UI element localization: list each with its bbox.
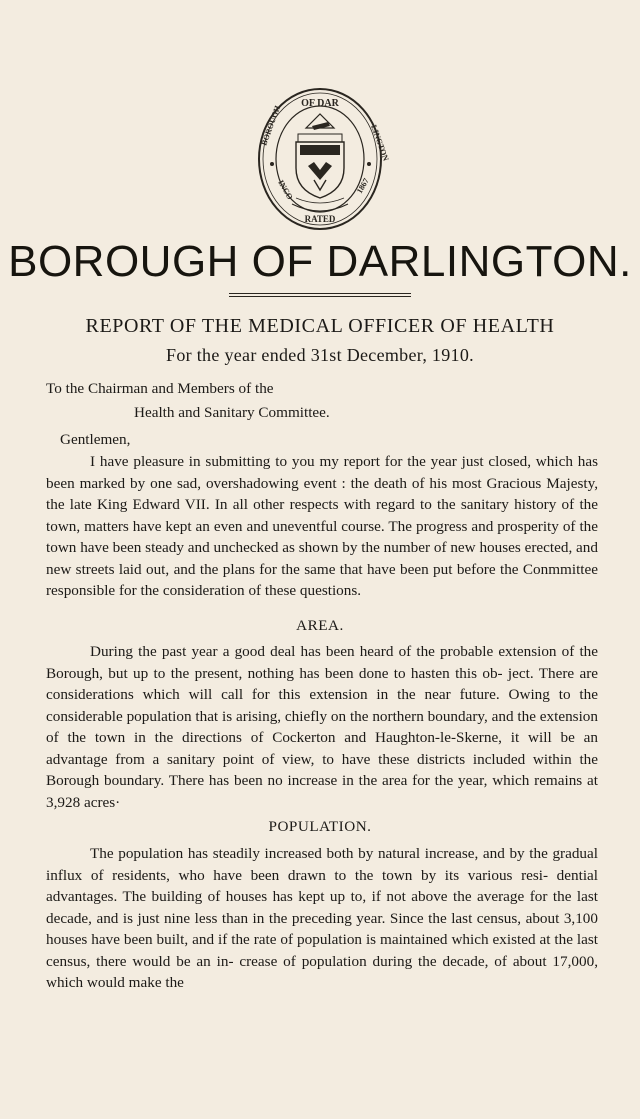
address-line-2: Health and Sanitary Committee. (134, 404, 330, 421)
svg-text:INCO: INCO (276, 178, 295, 202)
report-title: REPORT OF THE MEDICAL OFFICER OF HEALTH (85, 315, 555, 337)
svg-text:LINGTON: LINGTON (369, 123, 391, 163)
area-paragraph: During the past year a good deal has been heard of the probable extension of the Borough, but up to the present, nothing has been done to hasten this ob- ject. There are considerations which will call for this extension in the near future. Owing to the considerable population that is arising, chiefly on the northern boundary, and the extension of the town in the directions of Cockerton and Haughton-le-Skerne, it will be an advantage from a sanitary point of view, to have these districts included within the Borough boundary. There has been no increase in the area for the year, which remains at 3,928 acres· (46, 643, 598, 811)
svg-text:BOROUGH: BOROUGH (259, 104, 283, 147)
svg-text:RATED: RATED (304, 214, 336, 224)
report-year: For the year ended 31st December, 1910. (166, 345, 474, 365)
intro-paragraph: I have pleasure in submitting to you my report for the year just closed, which has been marked by one sad, overshadowing event : the death of his most Gracious Majesty, the late King Edward VII. In all other respects with regard to the sanitary history of the town, matters have kept an even and uneventful course. The progress and prosperity of the town have been steady and unchecked as shown by the number of new houses erected, and new streets laid out, and the plans for the same that have been put before the Conmmittee responsible for the consideration of these questions. (46, 453, 598, 599)
double-rule-divider (229, 293, 411, 299)
address-line-1: To the Chairman and Members of the (46, 380, 274, 397)
svg-text:OF DAR: OF DAR (301, 98, 339, 109)
borough-seal (256, 86, 391, 232)
population-paragraph: The population has steadily increased both by natural increase, and by the gradual influx of residents, who have been drawn to the town by its various resi- dential advantages. The building of houses has kept up to, if not above the average for the last decade, and is just nine less than in the preceding year. Since the last census, about 3,100 houses have been built, and if the rate of population is maintained which existed at the last census, there would be an in- crease of population during the decade, of about 17,000, which would make the (46, 845, 598, 991)
borough-title: BOROUGH OF DARLINGTON. (8, 237, 632, 286)
salutation: Gentlemen, (60, 431, 131, 448)
area-heading: AREA. (296, 617, 344, 634)
svg-text:1867: 1867 (354, 176, 371, 195)
population-heading: POPULATION. (268, 818, 372, 835)
